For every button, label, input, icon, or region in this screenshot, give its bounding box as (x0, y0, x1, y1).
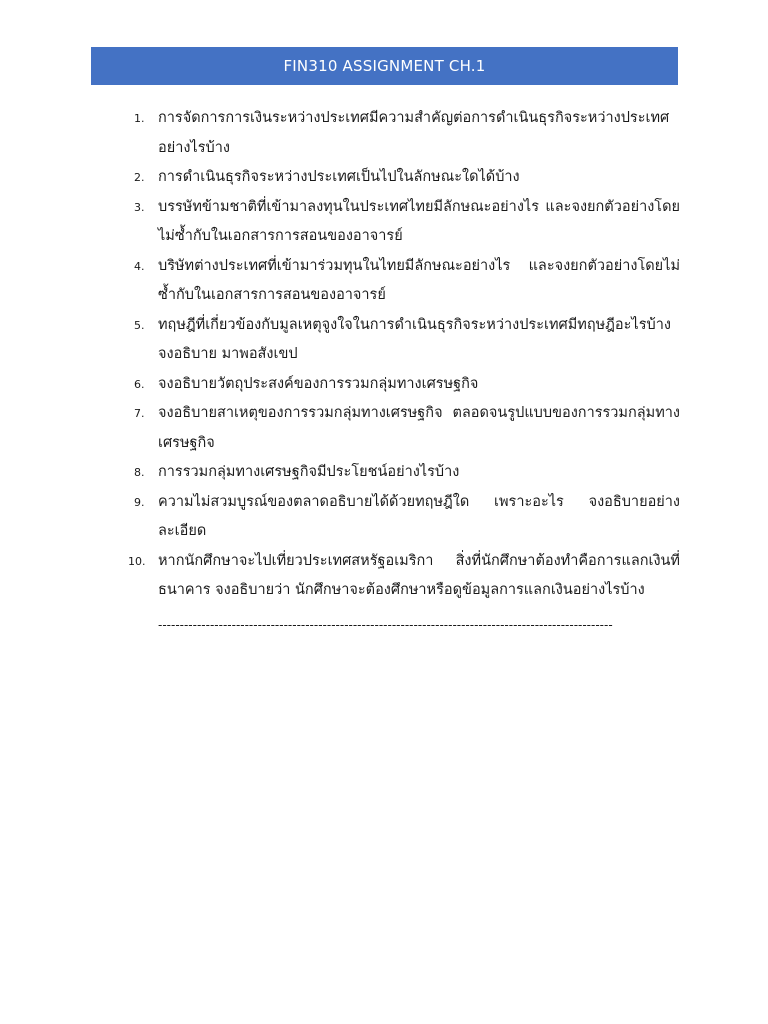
question-item-5 (128, 311, 680, 370)
question-number: 3. (134, 200, 145, 214)
title-bar (91, 47, 678, 85)
question-item-10 (128, 547, 680, 606)
question-item-8 (128, 458, 680, 488)
question-text: หากนักศึกษาจะไปเที่ยวประเทศสหรัฐอเมริกา สิ่งที่นักศึกษาต้องทำคือการแลกเงินที่ธนาคาร จงอธิบายว่า นักศึกษาจะต้องศึกษาหรือดูข้อมูลการแลกเงินอย่างไรบ้าง (158, 552, 680, 598)
question-text: ความไม่สวมบูรณ์ของตลาดอธิบายได้ด้วยทฤษฎีใด เพราะอะไร จงอธิบายอย่างละเอียด (158, 493, 680, 539)
question-text: การดำเนินธุรกิจระหว่างประเทศเป็นไปในลักษณะใดได้บ้าง (158, 169, 520, 185)
question-number: 6. (134, 377, 145, 391)
question-text: บริษัทต่างประเทศที่เข้ามาร่วมทุนในไทยมีลักษณะอย่างไร และจงยกตัวอย่างโดยไม่ซ้ำกับในเอกสารการสอนของอาจารย์ (158, 257, 680, 303)
question-item-3 (128, 193, 680, 252)
question-text: การรวมกลุ่มทางเศรษฐกิจมีประโยชน์อย่างไรบ้าง (158, 464, 460, 480)
question-text: บรรษัทข้ามชาติที่เข้ามาลงทุนในประเทศไทยมีลักษณะอย่างไร และจงยกตัวอย่างโดยไม่ซ้ำกับในเอกสารการสอนของอาจารย์ (158, 198, 680, 244)
question-number: 2. (134, 171, 145, 184)
question-number: 7. (134, 407, 145, 420)
question-text: การจัดการการเงินระหว่างประเทศมีความสำคัญต่อการดำเนินธุรกิจระหว่างประเทศอย่างไรบ้าง (158, 110, 670, 156)
end-divider: --------------------------------------------------------------------------------------------------------- (158, 618, 613, 632)
question-text: จงอธิบายวัตถุประสงค์ของการรวมกลุ่มทางเศรษฐกิจ (158, 375, 479, 392)
question-item-7 (128, 399, 680, 458)
question-item-1 (128, 104, 680, 163)
question-item-4 (128, 252, 680, 311)
question-text: จงอธิบายสาเหตุของการรวมกลุ่มทางเศรษฐกิจ ตลอดจนรูปแบบของการรวมกลุ่มทางเศรษฐกิจ (158, 405, 680, 451)
question-number: 1. (134, 112, 145, 125)
question-number: 4. (134, 259, 145, 273)
question-item-6 (128, 370, 680, 400)
question-item-2 (128, 163, 680, 193)
question-number: 5. (134, 318, 145, 332)
question-item-9 (128, 488, 680, 547)
question-number: 8. (134, 466, 145, 479)
question-number: 9. (134, 495, 145, 509)
question-number: 10. (128, 554, 146, 568)
question-list (128, 104, 680, 606)
question-text: ทฤษฎีที่เกี่ยวข้องกับมูลเหตุจูงใจในการดำเนินธุรกิจระหว่างประเทศมีทฤษฎีอะไรบ้างจงอธิบาย มาพอสังเขป (158, 316, 671, 362)
page-title: FIN310 ASSIGNMENT CH.1 (283, 57, 486, 75)
